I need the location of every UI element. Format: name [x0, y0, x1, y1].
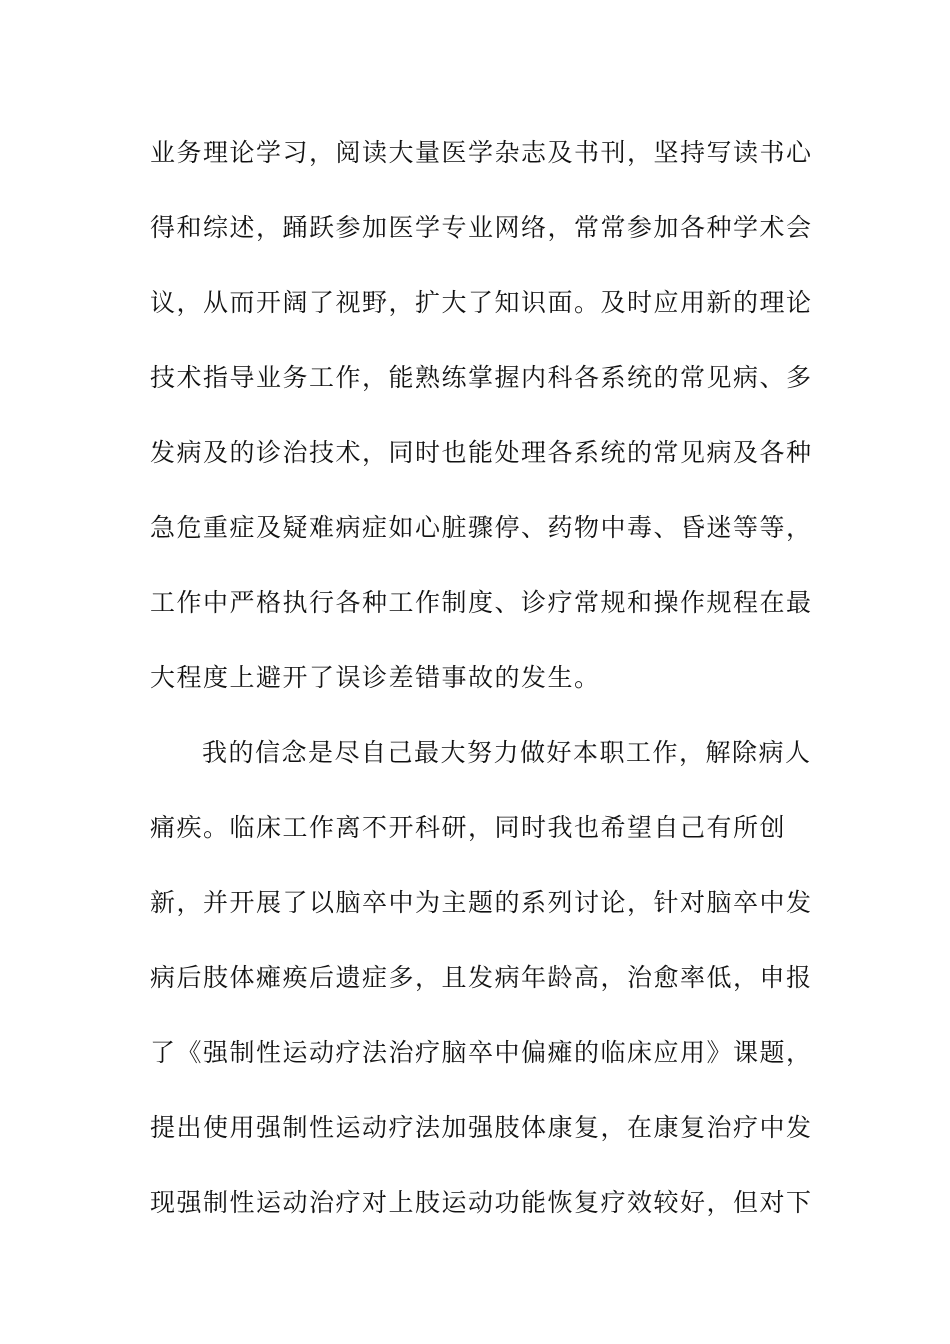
paragraph-start-line: 我的信念是尽自己最大努力做好本职工作，解除病人	[202, 738, 812, 767]
text-line: 现强制性运动治疗对上肢运动功能恢复疗效较好，但对下	[150, 1188, 813, 1217]
text-line: 业务理论学习，阅读大量医学杂志及书刊，坚持写读书心	[150, 138, 813, 167]
text-line: 急危重症及疑难病症如心脏骤停、药物中毒、昏迷等等，	[150, 513, 813, 542]
text-line: 工作中严格执行各种工作制度、诊疗常规和操作规程在最	[150, 588, 813, 617]
text-line: 技术指导业务工作，能熟练掌握内科各系统的常见病、多	[150, 363, 813, 392]
text-line: 发病及的诊治技术，同时也能处理各系统的常见病及各种	[150, 438, 813, 467]
text-line: 议，从而开阔了视野，扩大了知识面。及时应用新的理论	[150, 288, 813, 317]
text-line: 提出使用强制性运动疗法加强肢体康复，在康复治疗中发	[150, 1113, 813, 1142]
text-line: 病后肢体瘫痪后遗症多，且发病年龄高，治愈率低，申报	[150, 963, 813, 992]
text-line: 大程度上避开了误诊差错事故的发生。	[150, 663, 601, 692]
text-line: 痛疾。临床工作离不开科研，同时我也希望自己有所创	[150, 813, 787, 842]
text-line: 了《强制性运动疗法治疗脑卒中偏瘫的临床应用》课题，	[150, 1038, 813, 1067]
text-line: 新，并开展了以脑卒中为主题的系列讨论，针对脑卒中发	[150, 888, 813, 917]
document-body	[150, 125, 813, 1250]
text-line: 得和综述，踊跃参加医学专业网络，常常参加各种学术会	[150, 213, 813, 242]
